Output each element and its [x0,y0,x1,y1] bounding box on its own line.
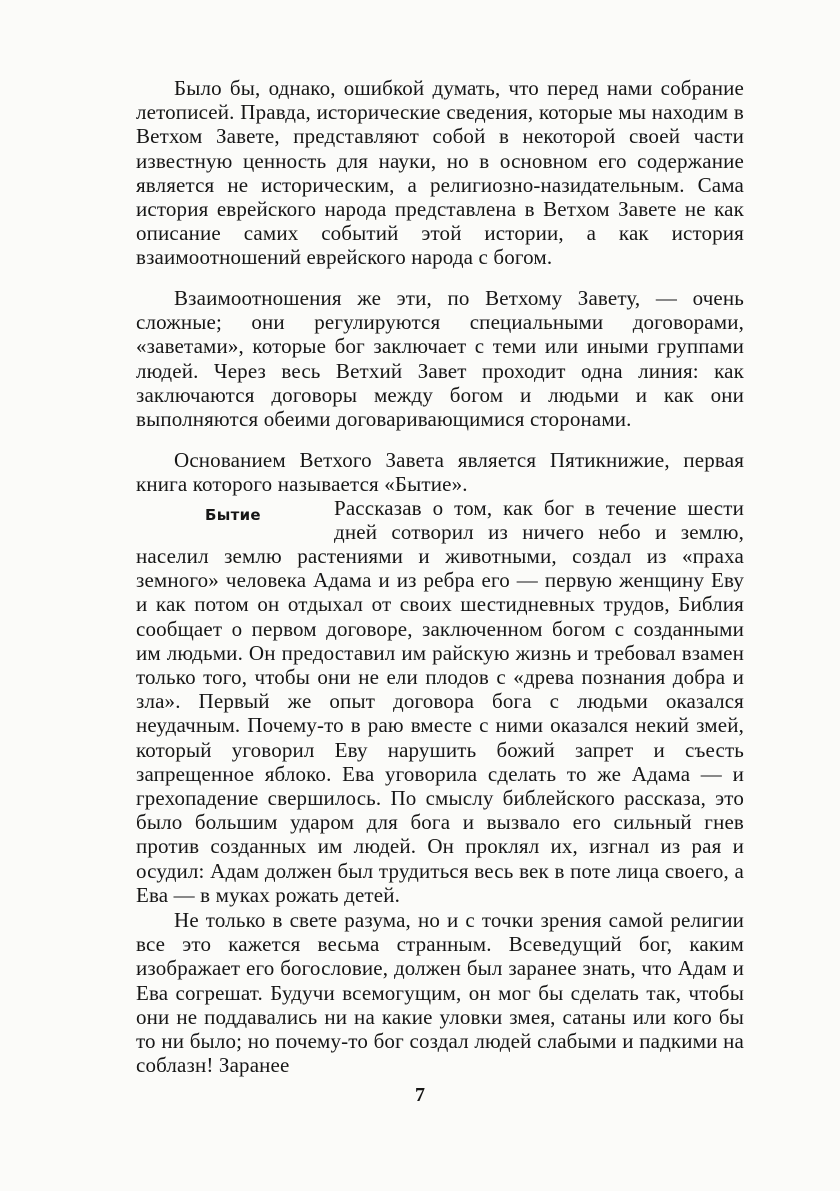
paragraph-block-3 [136,448,744,496]
paragraph-block-5 [136,908,744,1077]
section-heading: Бытие [205,506,261,524]
paragraph-4-line-2: дней сотворил из ничего небо и землю, [334,520,744,544]
paragraph-block-1 [136,76,744,270]
paragraph-block-4 [136,544,744,907]
paragraph-block-2 [136,286,744,431]
paragraph-3: Основанием Ветхого Завета является Пятикнижие, первая книга которого называется «Бытие». [136,448,744,497]
paragraph-2: Взаимоотношения же эти, по Ветхому Завету, — очень сложные; они регулируются специальными договорами, «заветами», которые бог заключает с теми или иными группами людей. Через весь Ветхий Завет проходит одна линия: как заключаются договоры между богом и людьми и как они выполняются обеими договаривающимися сторонами. [136,286,744,432]
paragraph-4-rest: населил землю растениями и животными, создал из «праха земного» человека Адама и из ребра его — первую женщину Еву и как потом он отдыхал от своих шестидневных трудов, Библия сообщает о первом договоре, заключенном богом с созданными им людьми. Он предоставил им райскую жизнь и требовал взамен только того, чтобы они не ели плодов с «древа познания добра и зла». Первый же опыт договора бога с людьми оказался неудачным. Почему-то в раю вместе с ними оказался некий змей, который уговорил Еву нарушить божий запрет и съесть запрещенное яблоко. Ева уговорила сделать то же Адама — и грехопадение свершилось. По смыслу библейского рассказа, это было большим ударом для бога и вызвало его сильный гнев против созданных им людей. Он проклял их, изгнал из рая и осудил: Адам должен был трудиться весь век в поте лица своего, а Ева — в муках рожать детей. [136,544,744,907]
paragraph-5: Не только в свете разума, но и с точки зрения самой религии все это кажется весьма странным. Всеведущий бог, каким изображает его богословие, должен был заранее знать, что Адам и Ева согрешат. Будучи всемогущим, он мог бы сделать так, чтобы они не поддавались ни на какие уловки змея, сатаны или кого бы то ни было; но почему-то бог создал людей слабыми и падкими на соблазн! Заранее [136,908,744,1078]
paragraph-1: Было бы, однако, ошибкой думать, что перед нами собрание летописей. Правда, исторические сведения, которые мы находим в Ветхом Завете, представляют собой в некоторой своей части известную ценность для науки, но в основном его содержание является не историческим, а религиозно-назидательным. Сама история еврейского народа представлена в Ветхом Завете не как описание самих событий этой истории, а как история взаимоотношений еврейского народа с богом. [136,76,744,270]
page-number: 7 [415,1084,425,1106]
paragraph-4-line-1: Рассказав о том, как бог в течение шести [334,496,744,520]
